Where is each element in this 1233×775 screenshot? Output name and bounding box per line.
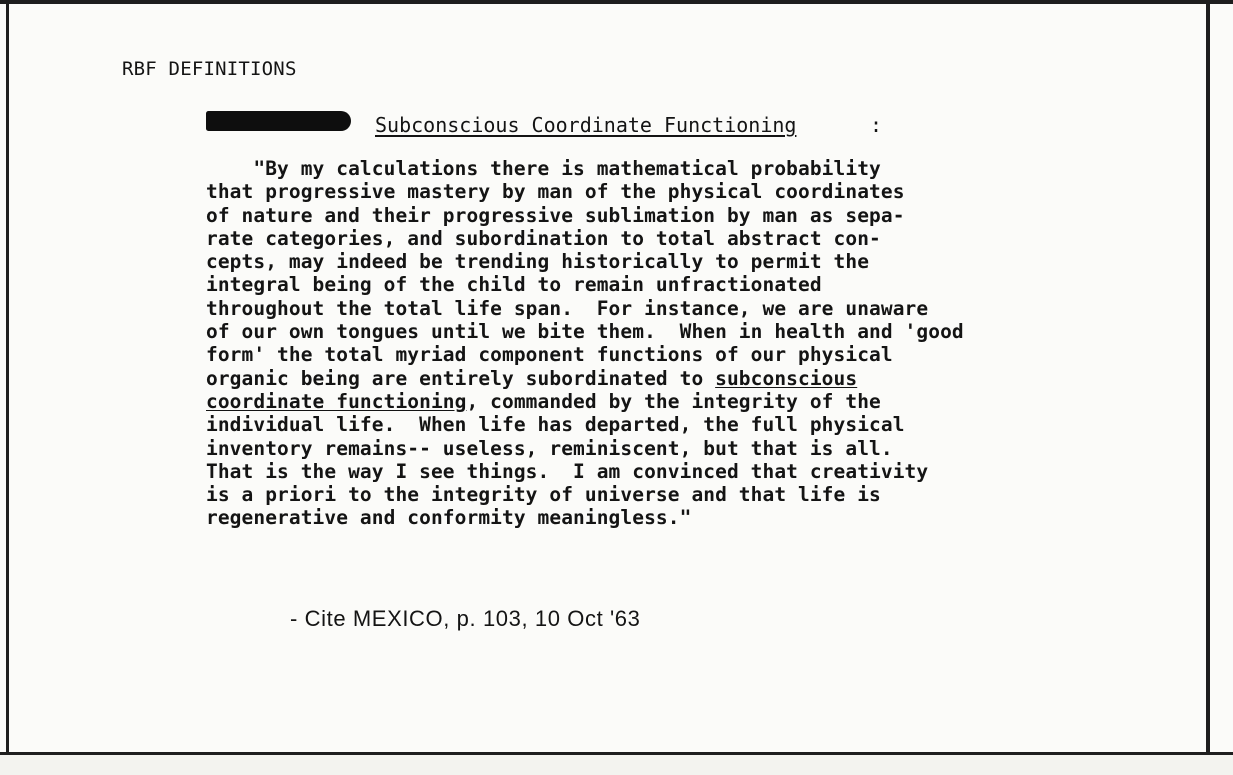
quote-line: organic being are entirely subordinated to subconscious	[206, 366, 858, 390]
quote-line: of nature and their progressive sublimation by man as sepa-	[206, 203, 905, 227]
frame-top-border	[0, 0, 1233, 4]
quote-line: inventory remains-- useless, reminiscent, but that is all.	[206, 436, 893, 460]
frame-left-border	[6, 0, 9, 775]
section-title-colon: :	[870, 113, 883, 137]
section-title: Subconscious Coordinate Functioning	[375, 113, 797, 137]
quote-line: coordinate functioning, commanded by the integrity of the	[206, 389, 881, 413]
quote-line: throughout the total life span. For instance, we are unaware	[206, 296, 929, 320]
quote-line: that progressive mastery by man of the physical coordinates	[206, 180, 905, 204]
quote-line: That is the way I see things. I am convinced that creativity	[206, 459, 929, 483]
redaction-block	[206, 111, 351, 131]
frame-right-border	[1206, 0, 1210, 775]
quote-line: is a priori to the integrity of universe and that life is	[206, 483, 881, 507]
quote-block	[206, 157, 1126, 530]
quote-line: integral being of the child to remain unfractionated	[206, 273, 822, 297]
underlined-phrase: coordinate functioning	[206, 389, 467, 413]
quote-line: individual life. When life has departed, the full physical	[206, 413, 905, 437]
page-heading: RBF DEFINITIONS	[122, 58, 297, 80]
citation: - Cite MEXICO, p. 103, 10 Oct '63	[290, 606, 641, 631]
quote-line: "By my calculations there is mathematical probability	[206, 157, 881, 180]
quote-line: cepts, may indeed be trending historically to permit the	[206, 250, 870, 274]
quote-line: regenerative and conformity meaningless."	[206, 506, 692, 530]
underlined-phrase: subconscious	[715, 366, 858, 390]
quote-line: of our own tongues until we bite them. When in health and 'good	[206, 320, 964, 344]
quote-line: form' the total myriad component functions of our physical	[206, 343, 893, 367]
quote-line: rate categories, and subordination to total abstract con-	[206, 226, 881, 250]
next-page-strip	[0, 755, 1233, 775]
